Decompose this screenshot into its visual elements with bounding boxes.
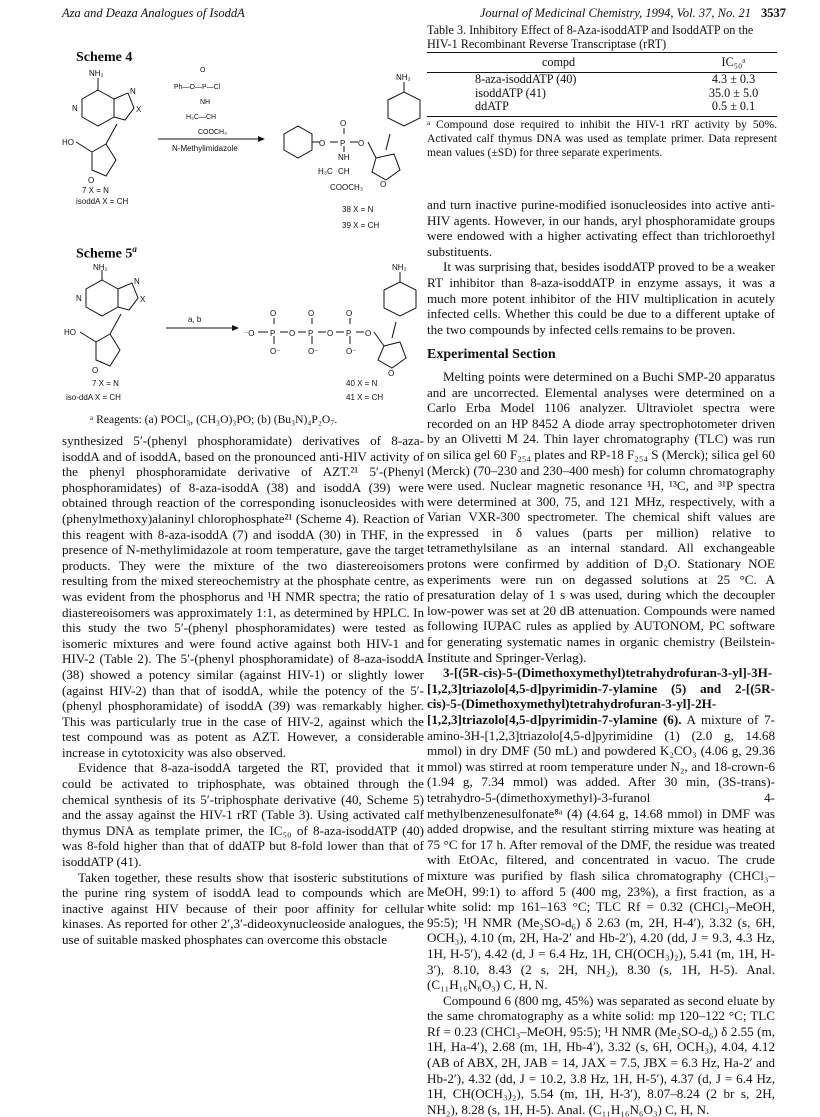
scheme4-o-ester: O [358,139,365,148]
scheme4-p-oxo: O [340,119,347,128]
scheme5-ho: HO [64,328,76,337]
table3-cell: isoddATP (41) [475,85,546,100]
scheme4-product-nh: NH [338,153,350,162]
scheme4-title: Scheme 4 [76,50,133,65]
scheme5-product-nh2: NH₂ [392,263,407,272]
scheme4-n2: N [130,87,136,96]
scheme4-diagram [62,62,422,242]
scheme4-product-label-1: 38 X = N [342,205,374,214]
table3-cell: 8-aza-isoddATP (40) [475,72,577,86]
scheme4-product-ring-o: O [380,180,387,189]
running-header-left: Aza and Deaza Analogues of IsoddA [62,6,245,20]
scheme4-reagent-nh: NH [200,99,211,106]
scheme5-nh2: NH₂ [93,263,108,272]
right-paragraph-2: It was surprising that, besides isoddATP proved to be a weaker RT inhibitor than 8-aza-isoddATP in enzyme assays, it was a much more potent inhibitor of the HIV multiplication in acutely infected cells. Whether this could be due to a different uptake of the two compounds by infected cells remains to be proven. [427,259,775,337]
scheme4-ho: HO [62,138,74,147]
scheme5-label-1: 7 X = N [92,379,119,388]
table3-footnote: ᵃ Compound dose required to inhibit the HIV-1 rRT activity by 50%. Activated calf thymus DNA was used as template primer. Data represent mean values (±SD) for three separate experiments. [427,118,777,159]
table-row [427,87,777,101]
table3-cell: ddATP [427,100,690,116]
scheme5-oxo2: O [308,309,315,318]
table-row [427,100,777,116]
right-paragraph-3: Melting points were determined on a Buchi SMP-20 apparatus and are uncorrected. Elemental analyses were determined on a Carlo Erba Model 1106 analyzer. Ultraviolet spectra were recorded on an HP 8452 A diode array spectrophotometer driven by an Olivetti M 24. Thin layer chromatography (TLC) was run on silica gel 60 F₂₅₄ plates and RP-18 F₂₅₄ S (Merck); silica gel 60 (Merck) (70–230 and 230–400 mesh) for column chromatography were used. Nuclear magnetic resonance ¹H, ¹³C, and ³¹P spectra were determined at 300, 75, and 121 MHz, respectively, with a Varian VXR-300 spectrometer. The chemical shift values are expressed in δ values (parts per million) relative to tetramethylsilane as an internal standard. All exchangeable protons were confirmed by addition of D₂O. Stationary NOE experiments were run on degassed solutions at 25 °C. A presaturation delay of 1 s was used, during which the decoupler low-power was set at 20 dB attenuation. Compounds were named following IUPAC rules as applied by AUTONOM, PC software for generating systematic names in organic chemistry (Beilstein-Institute and Springer-Verlag). [427,368,775,665]
section-title: Experimental Section [427,347,556,363]
scheme5-start-structure [80,270,138,366]
scheme4-product-label-2: 39 X = CH [342,221,380,230]
compound-heading: 3-[(5R-cis)-5-(Dimethoxymethyl)tetrahydrofuran-3-yl]-3H-[1,2,3]triazolo[4,5-d]pyrimidin-7-ylamine (5) and 2-[(5R-cis)-5-(Dimethoxymethyl)tetrahydrofuran-3-yl]-2H-[1,2,3]triazolo[4,5-d]pyrimidin-7-ylamine (6). [427,665,775,727]
scheme4-reagent-cooch3: COOCH₃ [198,129,227,136]
scheme4-product-structure [284,82,420,180]
table3 [427,52,777,117]
left-paragraph-2: Evidence that 8-aza-isoddA targeted the RT, provided that it could be activated to triphosphate, was obtained through the chemical synthesis of its 5′-triphosphate derivative (40, Scheme 5) and the assay against the HIV-1 rRT (Table 3). Using activated calf thymus DNA as template primer, the IC₅₀ of 8-aza-isoddATP (40) was 8-fold higher than that of ddATP but 8-fold lower than that of isoddATP (41). [62,760,424,870]
scheme5-p2: P [308,329,314,338]
scheme4-reagent-ch: H₃C—CH [186,114,217,121]
table3-cell: 0.5 ± 0.1 [690,100,777,116]
table3-header-row [427,53,777,73]
scheme4-product-cooch3: COOCH₃ [330,183,364,192]
right-paragraph-4 [427,665,775,992]
scheme4-reagent-label: N-Methylimidazole [172,144,238,153]
table3-header-compd: compd [427,53,690,73]
scheme4-p: P [340,139,346,148]
scheme5-diagram [62,262,422,410]
scheme4-product-ch: CH [338,167,350,176]
scheme5-title-text: Scheme 5 [76,246,133,262]
scheme4-reagent-o: O [200,67,206,74]
scheme5-label-2: iso-ddA X = CH [66,393,121,402]
left-paragraph-1: synthesized 5′-(phenyl phosphoramidate) derivatives of 8-aza-isoddA and of isoddA, based on the pronounced anti-HIV activity of the phenyl phosphoramidate derivative of AZT.²¹ 5′-(Phenyl phosphoramidates) of 8-aza-isoddA (38) and isoddA (39) were obtained through reaction of the corresponding isonucleosides with (phenylmethoxy)alaninyl chlorophosphate²¹ (Scheme 4). Reaction of this reagent with 8-aza-isoddA (7) and isoddA (30) in THF, in the presence of N-methylimidazole at room temperature, gave the target products. They were the mixture of the two diastereoisomers resulting from the mixed stereochemistry at the phosphate centre, as was evident from the phosphorus and ¹H NMR spectra; the ratio of diastereoisomers was approximately 1:1, as determined by HPLC. In this study the two 5′-(phenyl phosphoramidates) were tested as isomeric mixtures and were found active against both HIV-1 and HIV-2 (Table 2). The 5′-(phenyl phosphoramidate) of 8-aza-isoddA (38) showed a potency similar (against HIV-1) or slightly lower (against HIV-2) than that of isoddA, while the potency of the 5′-(phenyl phosphoramidate) of isoddA (39) was remarkably higher. This was particularly true in the case of HIV-2, against which the test compound was as potent as AZT. However, a considerable increase in cytotoxicity was also observed. [62,433,424,760]
scheme5-x: X [140,295,146,304]
running-header-right [480,6,786,21]
scheme5-ominus1: O⁻ [270,347,281,356]
scheme4-reagent-pcl: Ph—O—P—Cl [174,84,221,91]
scheme4-o: O [88,176,95,185]
scheme5-oxo3: O [346,309,353,318]
scheme4-product-h3c: H₃C [318,167,333,176]
table3-header-ic50: IC₅₀ᵃ [690,53,777,73]
scheme4-start-structure [76,78,134,176]
table3-cell: 4.3 ± 0.3 [711,72,756,86]
scheme4-label-2: isoddA X = CH [76,197,129,206]
table3-title: Table 3. Inhibitory Effect of 8-Aza-isoddATP and IsoddATP on the HIV-1 Recombinant Reverse Transcriptase (rRT) [427,23,754,51]
scheme5-p1: P [270,329,276,338]
scheme5-product-structure [258,272,416,368]
page-number: 3537 [761,6,786,20]
right-column [427,197,775,1117]
scheme5-bridge-o3: O [365,329,372,338]
left-paragraph-3: Taken together, these results show that isosteric substitutions of the purine ring system of isoddA lead to compounds which are inactive against HIV because of their poor affinity for cellular kinases. As reported for other 2′,3′-dideoxynucleoside analogues, the use of suitable masked phosphates can overcome this obstacle [62,869,424,947]
scheme4-n1: N [72,104,78,113]
table3-cell: 35.0 ± 5.0 [708,85,759,100]
scheme5-n2: N [134,277,140,286]
scheme4-nh2: NH₂ [89,69,104,78]
scheme5-product-label-2: 41 X = CH [346,393,384,402]
scheme5-bridge-o1: O [289,329,296,338]
scheme4-label-1: 7 X = N [82,186,109,195]
scheme5-bridge-o2: O [327,329,334,338]
scheme4-product-nh2: NH₂ [396,73,411,82]
scheme4-x: X [136,105,142,114]
scheme4-o-aryl: O [319,139,326,148]
journal-citation: Journal of Medicinal Chemistry, 1994, Vol. 37, No. 21 [479,6,751,20]
scheme5-p3: P [346,329,352,338]
scheme5-n1: N [76,294,82,303]
scheme5-title [76,244,137,263]
right-paragraph-1: and turn inactive purine-modified isonucleosides into active anti-HIV agents. However, in our hands, aryl phosphoramidate groups were endowed with a higher activating effect than trichloroethyl substituents. [427,197,775,259]
right-paragraph-5: Compound 6 (800 mg, 45%) was separated as second eluate by the same chromatography as a white solid: mp 120–122 °C; TLC Rf = 0.23 (CHCl₃–MeOH, 95:5); ¹H NMR (Me₂SO-d₆) δ 2.55 (m, 1H, Ha-4′), 2.68 (m, 1H, Hb-4′), 3.32 (s, 6H, OCH₃), 4.04, 4.12 (AB of ABX, 2H, JAB = 14, JAX = 7.5, JBX = 6.3 Hz, Ha-2′ and Hb-2′), 4.32 (dd, J = 10.2, 3.8 Hz, 1H, H-5′), 4.37 (d, J = 6.4 Hz, 1H, CH(OCH₃)₂), 5.54 (m, 1H, H-3′), 8.07–8.24 (2 br s, 2H, NH₂), 8.28 (s, 1H, H-5). Anal. (C₁₁H₁₆N₆O₃) C, H, N. [427,992,775,1117]
scheme5-o: O [92,366,99,375]
scheme5-footnote: ᵃ Reagents: (a) POCl₃, (CH₃O)₃PO; (b) (Bu₃N)₄P₂O₇. [90,413,338,426]
scheme5-reagent-label: a, b [188,315,202,324]
table-row [427,73,777,87]
scheme5-arrowhead [232,325,239,331]
scheme5-product-label-1: 40 X = N [346,379,378,388]
left-column [62,433,424,948]
scheme5-title-sup: a [132,244,137,254]
scheme5-ominus3: O⁻ [346,347,357,356]
scheme5-oxo1: O [270,309,277,318]
scheme5-ominus2: O⁻ [308,347,319,356]
scheme5-o-left: ⁻O [244,329,255,338]
right-paragraph-4-text: A mixture of 7-amino-3H-[1,2,3]triazolo[4,5-d]pyrimidine (1) (2.0 g, 14.68 mmol) in dry DMF (50 mL) and powdered K₂CO₃ (4.06 g, 29.36 mmol) was stirred at room temperature under N₂, and 18-crown-6 (1.94 g, 7.34 mmol) was added. After 30 min, (3S-trans)-tetrahydro-5-(dimethoxymethyl)-3-furanol 4-methylbenzenesulfonate⁸ᵃ (4) (4.64 g, 14.68 mmol) in DMF was added dropwise, and the resultant stirring mixture was heating at 75 °C for 17 h. After removal of the DMF, the residue was treated with EtOAc, filtered, and concentrated in vacuo. The crude mixture was purified by flash silica chromatography (CHCl₃–MeOH, 99:1) to afford 5 (400 mg, 23%), a first fraction, as a white solid: mp 161–163 °C; TLC Rf = 0.32 (CHCl₃–MeOH, 95:5); ¹H NMR (Me₂SO-d₆) δ 2.63 (m, 2H, H-4′), 3.32 (s, 6H, OCH₃), 4.10 (m, 2H, Ha-2′ and Hb-2′), 4.20 (dd, J = 9.3, 4.3 Hz, 1H, H-5′), 4.42 (d, J = 6.4 Hz, 1H, CH(OCH₃)₂), 5.41 (m, 1H, H-3′), 8.10, 8.43 (2 s, 2H, NH₂), 8.30 (s, 1H, H-5). Anal. (C₁₁H₁₆N₆O₃) C, H, N. [427,712,775,993]
scheme4-arrowhead [258,136,265,142]
scheme5-product-ring-o: O [388,369,395,378]
